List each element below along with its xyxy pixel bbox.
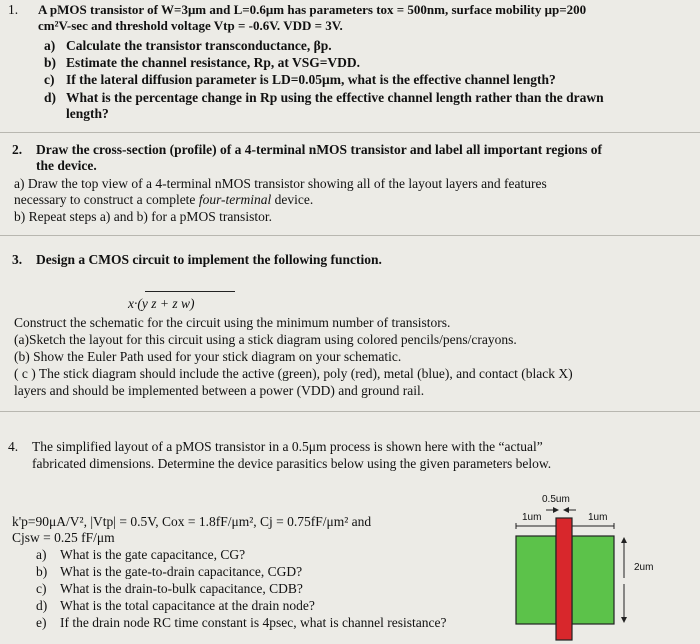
q4-line2: fabricated dimensions. Determine the device parasitics below using the given parameters below. xyxy=(32,456,552,471)
active-region-left xyxy=(516,536,556,624)
q4-item-b: What is the gate-to-drain capacitance, CGD? xyxy=(60,564,303,579)
q2-part-b: b) Repeat steps a) and b) for a pMOS transistor. xyxy=(14,209,272,224)
q4-item-d: What is the total capacitance at the drain node? xyxy=(60,598,315,613)
q1-item-d: What is the percentage change in Rp using the effective channel length rather than the drawn xyxy=(66,90,604,105)
q4-params-line2: Cjsw = 0.25 fF/μm xyxy=(12,530,115,545)
q3-title: Design a CMOS circuit to implement the following function. xyxy=(36,252,382,267)
q2-line2: the device. xyxy=(36,158,97,173)
q1-item-b: Estimate the channel resistance, Rp, at VSG=VDD. xyxy=(66,55,361,70)
q2-part-a-line1: a) Draw the top view of a 4-terminal nMOS transistor showing all of the layout layers and features xyxy=(14,176,547,191)
q1-item-a-letter: a) xyxy=(44,38,56,53)
q3-line1: Construct the schematic for the circuit using the minimum number of transistors. xyxy=(14,315,451,330)
q4-item-c: What is the drain-to-bulk capacitance, CDB? xyxy=(60,581,303,596)
q3-part-c-line1: ( c ) The stick diagram should include the active (green), poly (red), metal (blue), and contact (black X) xyxy=(14,366,573,381)
q4-item-a: What is the gate capacitance, CG? xyxy=(60,547,246,562)
q3-part-c-line2: layers and should be implemented between a power (VDD) and ground rail. xyxy=(14,383,425,398)
divider-2 xyxy=(0,235,700,236)
q4-item-e: If the drain node RC time constant is 4psec, what is channel resistance? xyxy=(60,615,447,630)
right-width-label: 1um xyxy=(588,512,608,523)
divider-3 xyxy=(0,411,700,412)
q1-line1: A pMOS transistor of W=3μm and L=0.6μm has parameters tox = 500nm, surface mobility μp=200 xyxy=(38,2,587,17)
q4-number: 4. xyxy=(8,439,19,454)
height-label: 2um xyxy=(634,562,654,573)
q4-params-line1: k'p=90μA/V², |Vtp| = 0.5V, Cox = 1.8fF/μm², Cj = 0.75fF/μm² and xyxy=(12,514,372,529)
q1-item-c-letter: c) xyxy=(44,72,55,87)
q1-number: 1. xyxy=(8,2,19,17)
q4-line1: The simplified layout of a pMOS transistor in a 0.5μm process is shown here with the “actual” xyxy=(32,439,543,454)
q4-item-c-letter: c) xyxy=(36,581,47,596)
q3-part-a: (a)Sketch the layout for this circuit using a stick diagram using colored pencils/pens/crayons. xyxy=(14,332,517,347)
pmos-layout-figure xyxy=(500,488,700,644)
q2-number: 2. xyxy=(12,142,23,157)
q2-part-a-line2: necessary to construct a complete four-terminal device. xyxy=(14,192,314,207)
q1-line2: cm²V-sec and threshold voltage Vtp = -0.6V. VDD = 3V. xyxy=(38,18,343,33)
divider-1 xyxy=(0,132,700,133)
q1-item-d-letter: d) xyxy=(44,90,57,105)
q1-item-b-letter: b) xyxy=(44,55,57,70)
gate-length-label: 0.5um xyxy=(542,494,570,505)
q1-item-d-cont: length? xyxy=(66,106,109,121)
q4-item-a-letter: a) xyxy=(36,547,47,562)
q1-item-c: If the lateral diffusion parameter is LD=0.05μm, what is the effective channel length? xyxy=(66,72,556,87)
q4-item-b-letter: b) xyxy=(36,564,48,579)
function-overline xyxy=(145,291,235,292)
left-width-label: 1um xyxy=(522,512,542,523)
q1-item-a: Calculate the transistor transconductance, βp. xyxy=(66,38,332,53)
q4-item-e-letter: e) xyxy=(36,615,47,630)
q3-number: 3. xyxy=(12,252,23,267)
q4-item-d-letter: d) xyxy=(36,598,48,613)
active-region-right xyxy=(572,536,614,624)
q3-function: x·(y z + z w) xyxy=(128,296,195,311)
q2-line1: Draw the cross-section (profile) of a 4-terminal nMOS transistor and label all important regions of xyxy=(36,142,602,157)
poly-gate xyxy=(556,518,572,640)
q3-part-b: (b) Show the Euler Path used for your stick diagram on your schematic. xyxy=(14,349,402,364)
